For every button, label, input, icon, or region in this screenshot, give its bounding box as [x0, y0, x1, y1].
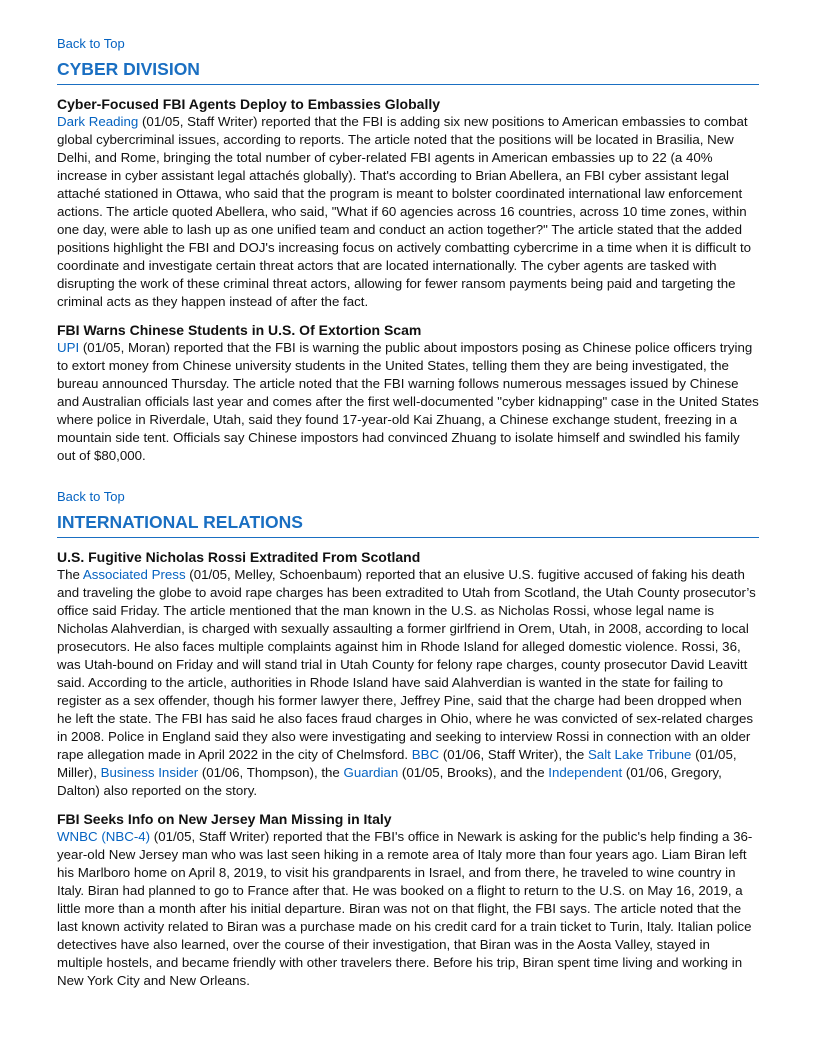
back-to-top-link[interactable]: Back to Top	[57, 36, 125, 51]
article-body: The Associated Press (01/05, Melley, Schoenbaum) reported that an elusive U.S. fugitive accused of faking his death and traveling the globe to avoid rape charges has been extradited to Utah from Scotland, the Utah County prosecutor’s office said Friday. The article mentioned that the man known in the U.S. as Nicholas Rossi, whose legal name is Nicholas Alahverdian, is charged with sexually assaulting a former girlfriend in Orem, Utah, in 2008, according to local prosecutors. He also faces multiple complaints against him in Rhode Island for alleged domestic violence. Rossi, 36, was Utah-bound on Friday and will stand trial in Utah County for felony rape charges, county prosecutor David Leavitt said. According to the article, authorities in Rhode Island have said Alahverdian is wanted in the state for failing to register as a sex offender, though his former lawyer there, Jeffrey Pine, said that the charge had been dropped when he left the state. The FBI has said he also faces fraud charges in Ohio, where he was convicted of sex-related charges in 2008. Police in England said they also were investigating and seeking to interview Rossi in connection with an older rape allegation made in April 2022 in the city of Chelmsford. BBC (01/06, Staff Writer), the Salt Lake Tribune (01/05, Miller), Business Insider (01/06, Thompson), the Guardian (01/05, Brooks), and the Independent (01/06, Gregory, Dalton) also reported on the story.	[57, 567, 756, 798]
back-to-top-link[interactable]: Back to Top	[57, 489, 125, 504]
source-link-dark-reading[interactable]: Dark Reading	[57, 114, 139, 129]
article-embassies	[57, 95, 759, 311]
source-link-salt-lake-tribune[interactable]: Salt Lake Tribune	[587, 747, 692, 762]
article-rossi-extradited	[57, 548, 759, 800]
source-link-guardian[interactable]: Guardian	[343, 765, 399, 780]
article-headline: U.S. Fugitive Nicholas Rossi Extradited From Scotland	[57, 549, 421, 565]
article-body	[57, 113, 759, 311]
source-link-upi[interactable]: UPI	[57, 340, 80, 355]
section-title-international-relations: INTERNATIONAL RELATIONS	[57, 512, 759, 538]
source-link-business-insider[interactable]: Business Insider	[100, 765, 199, 780]
source-link-wnbc[interactable]: WNBC (NBC-4)	[57, 829, 151, 844]
article-missing-in-italy	[57, 810, 759, 990]
article-extortion-scam	[57, 321, 759, 465]
article-text: (01/05, Staff Writer) reported that the FBI's office in Newark is asking for the public's help finding a 36-year-old New Jersey man who was last seen hiking in a remote area of Italy more than four years ago. Liam Biran left his Marlboro home on April 8, 2019, to visit his grandparents in Israel, and from there, he traveled to wine country in Italy. Biran had planned to go to France after that. He was booked on a flight to return to the U.S. on May 16, 2019, a little more than a month after his initial departure. Biran was not on that flight, the FBI says. The article noted that the last known activity related to Biran was a purchase made on his credit card for a train ticket to Turin, Italy. Italian police detectives have also learned, over the course of their investigation, that Biran was in the Aosta Valley, stayed in multiple hostels, and became friendly with other travelers there. Before his trip, Biran spent time living and working in New York City and New Orleans.	[57, 829, 753, 988]
article-headline: FBI Seeks Info on New Jersey Man Missing in Italy	[57, 811, 392, 827]
source-link-bbc[interactable]: BBC	[411, 747, 440, 762]
source-link-independent[interactable]: Independent	[548, 765, 623, 780]
article-text: (01/05, Staff Writer) reported that the FBI is adding six new positions to American embassies to combat global cybercriminal issues, according to reports. The article noted that the positions will be located in Brasilia, New Delhi, and Rome, bringing the total number of cyber-related FBI agents in American embassies up to 22 (a 40% increase in cyber assistant legal attachés globally). That's according to Brian Abellera, an FBI cyber assistant legal attaché stationed in Ottawa, who said that the program is meant to bolster coordinated international law enforcement actions. The article quoted Abellera, who said, "What if 60 agencies across 16 countries, across 10 time zones, within one day, were able to lash up as one unified team and conduct an action together?" The article stated that the added positions highlight the FBI and DOJ's increasing focus on actively combatting cybercrime in a time when it is difficult to coordinate and investigate certain threat actors that are located internationally. The cyber agents are tasked with disrupting the work of these criminal threat actors, allowing for fewer ransom payments being paid and targeting the criminal acts as they happen instead of after the fact.	[57, 114, 752, 309]
article-text: (01/05, Moran) reported that the FBI is warning the public about impostors posing as Chinese police officers trying to extort money from Chinese university students in the United States, telling them they are being investigated, the bureau announced Thursday. The article noted that the FBI warning follows numerous messages issued by Chinese and Australian officials last year and comes after the first well-documented "cyber kidnapping" case in the United States where police in Riverdale, Utah, said they found 17-year-old Kai Zhuang, a Chinese exchange student, freezing in a mountain side tent. Officials say Chinese impostors had convinced Zhuang to isolate himself and swindled his family out of $80,000.	[57, 340, 759, 463]
article-headline: FBI Warns Chinese Students in U.S. Of Extortion Scam	[57, 322, 422, 338]
article-body	[57, 339, 759, 465]
article-headline: Cyber-Focused FBI Agents Deploy to Embassies Globally	[57, 96, 441, 112]
section-title-cyber-division: CYBER DIVISION	[57, 59, 759, 85]
article-body	[57, 828, 759, 990]
article-text: (01/05, Melley, Schoenbaum) reported that an elusive U.S. fugitive accused of faking his death and traveling the globe to avoid rape charges has been extradited to Utah from Scotland, the Utah County prosecutor’s office said Friday. The article mentioned that the man known in the U.S. as Nicholas Rossi, whose legal name is Nicholas Alahverdian, is charged with sexually assaulting a former girlfriend in Orem, Utah, in 2008, according to local prosecutors. He also faces multiple complaints against him in Rhode Island for alleged domestic violence. Rossi, 36, was Utah-bound on Friday and will stand trial in Utah County for felony rape charges, county prosecutor David Leavitt said. According to the article, authorities in Rhode Island have said Alahverdian is wanted in the state for failing to register as a sex offender, though his former lawyer there, Jeffrey Pine, said that the charge had been dropped when he left the state. The FBI has said he also faces fraud charges in Ohio, where he was convicted of sex-related charges in 2008. Police in England said they also were investigating and seeking to interview Rossi in connection with an older rape allegation made in April 2022 in the city of Chelmsford.	[57, 567, 756, 762]
source-link-associated-press[interactable]: Associated Press	[82, 567, 186, 582]
